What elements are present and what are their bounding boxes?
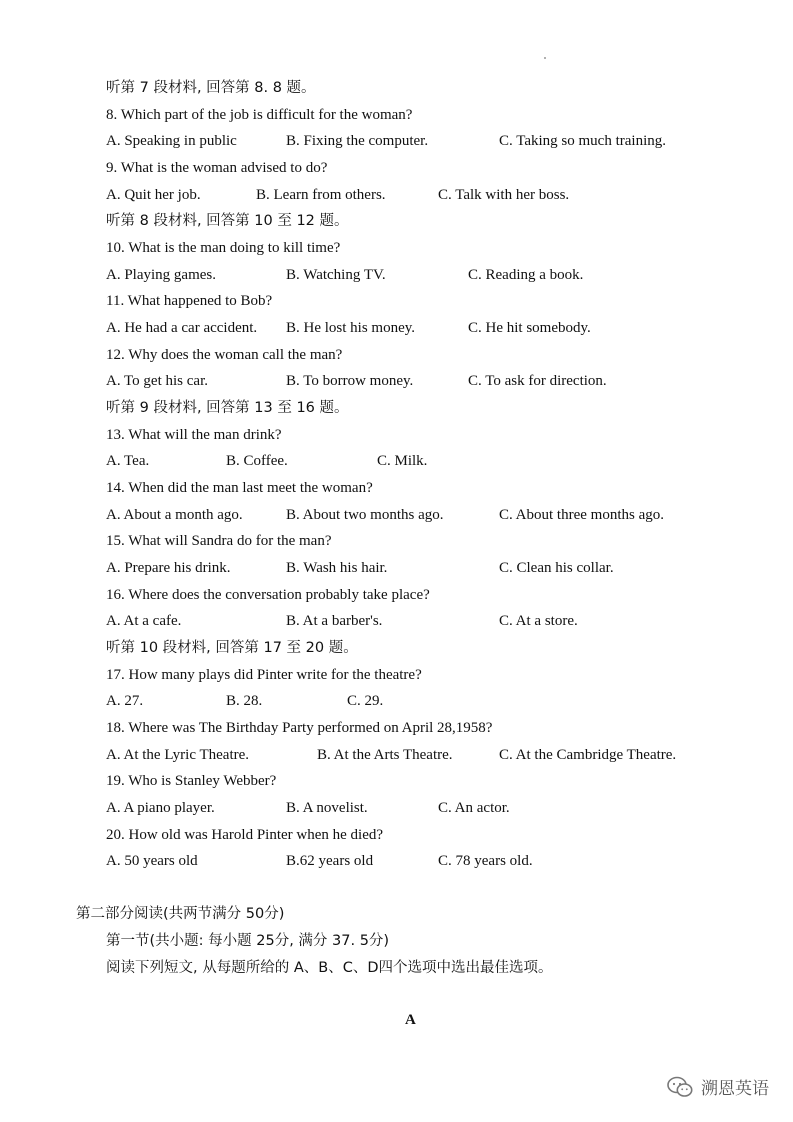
option-c: C. At the Cambridge Theatre. [499,747,677,763]
option-b: B. At the Arts Theatre. [317,747,453,763]
option-a: A. Prepare his drink. [106,560,231,576]
wechat-icon [667,1076,693,1098]
question-11: 11. What happened to Bob? [106,293,273,309]
speck [544,57,546,59]
option-a: A. He had a car accident. [106,320,258,336]
section-heading-8: 听第 8 段材料, 回答第 10 至 12 题。 [106,213,349,229]
option-c: C. Clean his collar. [499,560,614,576]
option-b: B. Learn from others. [256,187,386,203]
option-a: A. At a cafe. [106,613,182,629]
question-20: 20. How old was Harold Pinter when he died? [106,827,384,843]
option-a: A. 50 years old [106,853,198,869]
part-two-title: 第二部分阅读(共两节满分 50分) [76,906,285,922]
option-b: B. At a barber's. [286,613,383,629]
option-b: B. To borrow money. [286,373,414,389]
option-a: A. Quit her job. [106,187,201,203]
option-c: C. About three months ago. [499,507,664,523]
question-10: 10. What is the man doing to kill time? [106,240,341,256]
section-one-title: 第一节(共小题: 每小题 25分, 满分 37. 5分) [106,933,390,949]
option-a: A. 27. [106,693,144,709]
option-c: C. Reading a book. [468,267,584,283]
option-b: B. 28. [226,693,263,709]
watermark-text: 溯恩英语 [701,1079,769,1099]
passage-label: A [405,1012,416,1028]
option-c: C. To ask for direction. [468,373,607,389]
option-a: A. About a month ago. [106,507,243,523]
section-heading-9: 听第 9 段材料, 回答第 13 至 16 题。 [106,400,349,416]
question-18: 18. Where was The Birthday Party performed on April 28,1958? [106,720,493,736]
reading-instruction: 阅读下列短文, 从每题所给的 A、B、C、D四个选项中选出最佳选项。 [106,960,553,976]
question-17: 17. How many plays did Pinter write for the theatre? [106,667,422,683]
option-b: B. Fixing the computer. [286,133,429,149]
watermark [667,1074,769,1099]
option-c: C. Taking so much training. [499,133,666,149]
option-a: A. Playing games. [106,267,216,283]
option-c: C. Milk. [377,453,428,469]
question-8: 8. Which part of the job is difficult for the woman? [106,107,413,123]
option-b: B. Coffee. [226,453,288,469]
option-a: A. Speaking in public [106,133,237,149]
option-b: B. A novelist. [286,800,368,816]
question-9: 9. What is the woman advised to do? [106,160,328,176]
option-a: A. At the Lyric Theatre. [106,747,250,763]
question-13: 13. What will the man drink? [106,427,282,443]
option-a: A. Tea. [106,453,150,469]
option-b: B.62 years old [286,853,374,869]
option-c: C. An actor. [438,800,510,816]
option-c: C. 78 years old. [438,853,533,869]
section-heading-10: 听第 10 段材料, 回答第 17 至 20 题。 [106,640,358,656]
option-a: A. To get his car. [106,373,208,389]
section-heading-7: 听第 7 段材料, 回答第 8. 8 题。 [106,80,316,96]
question-12: 12. Why does the woman call the man? [106,347,343,363]
option-b: B. Wash his hair. [286,560,388,576]
option-b: B. Watching TV. [286,267,386,283]
option-c: C. He hit somebody. [468,320,591,336]
option-a: A. A piano player. [106,800,215,816]
option-b: B. He lost his money. [286,320,416,336]
option-c: C. Talk with her boss. [438,187,570,203]
question-14: 14. When did the man last meet the woman? [106,480,373,496]
option-c: C. 29. [347,693,384,709]
question-19: 19. Who is Stanley Webber? [106,773,277,789]
option-c: C. At a store. [499,613,578,629]
question-15: 15. What will Sandra do for the man? [106,533,332,549]
question-16: 16. Where does the conversation probably take place? [106,587,430,603]
option-b: B. About two months ago. [286,507,444,523]
